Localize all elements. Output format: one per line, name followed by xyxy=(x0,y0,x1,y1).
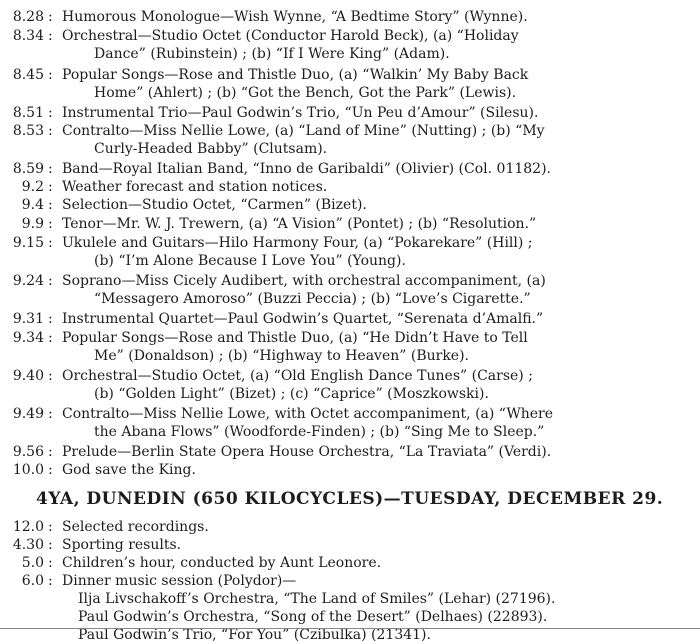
entry-separator: : xyxy=(48,216,53,232)
entry-time: 6.0 xyxy=(21,573,44,589)
entry-text: Popular Songs—Rose and Thistle Duo, (a) “Walkin’ My Baby Back xyxy=(62,67,529,83)
program-entry xyxy=(0,122,700,158)
entry-time: 9.31 xyxy=(12,311,44,327)
entry-time: 9.9 xyxy=(21,216,44,232)
entry-text-continued: (b) “I’m Alone Because I Love You” (Young). xyxy=(94,253,406,269)
program-entry xyxy=(0,104,700,122)
entry-text: Dinner music session (Polydor)— xyxy=(62,573,297,589)
entry-text: Children’s hour, conducted by Aunt Leonore. xyxy=(62,555,382,571)
entry-text-continued: Home” (Ahlert) ; (b) “Got the Bench, Got the Park” (Lewis). xyxy=(94,85,517,101)
program-entry xyxy=(0,234,700,270)
entry-text: Orchestral—Studio Octet (Conductor Harold Beck), (a) “Holiday xyxy=(62,28,519,44)
entry-time: 9.4 xyxy=(21,197,44,213)
entry-text-continued: Curly-Headed Babby” (Clutsam). xyxy=(94,141,328,157)
entry-separator: : xyxy=(48,123,53,139)
program-entry xyxy=(0,272,700,308)
entry-text: Instrumental Trio—Paul Godwin’s Trio, “Un Peu d’Amour” (Silesu). xyxy=(62,105,539,121)
entry-time: 9.2 xyxy=(21,179,44,195)
entry-separator: : xyxy=(48,555,53,571)
program-entry xyxy=(0,160,700,178)
entry-text-continued: the Abana Flows” (Woodforde-Finden) ; (b) “Sing Me to Sleep.” xyxy=(94,424,545,440)
entry-subline: Paul Godwin’s Trio, “For You” (Czibulka) (21341). xyxy=(78,627,431,643)
entry-separator: : xyxy=(48,105,53,121)
program-entry xyxy=(0,572,700,644)
entry-separator: : xyxy=(48,9,53,25)
entry-text: Weather forecast and station notices. xyxy=(62,179,328,195)
bottom-rule xyxy=(0,628,700,629)
entry-separator: : xyxy=(48,273,53,289)
entry-text-continued: Dance” (Rubinstein) ; (b) “If I Were King” (Adam). xyxy=(94,46,450,62)
entry-text: Orchestral—Studio Octet, (a) “Old English Dance Tunes” (Carse) ; xyxy=(62,368,533,384)
entry-time: 5.0 xyxy=(21,555,44,571)
entry-text: Instrumental Quartet—Paul Godwin’s Quartet, “Serenata d’Amalfi.” xyxy=(62,311,544,327)
entry-time: 8.45 xyxy=(12,67,44,83)
entry-separator: : xyxy=(48,368,53,384)
entry-separator: : xyxy=(48,537,53,553)
entry-time: 9.15 xyxy=(12,235,44,251)
entry-time: 12.0 xyxy=(12,519,44,535)
entry-text: Humorous Monologue—Wish Wynne, “A Bedtime Story” (Wynne). xyxy=(62,9,528,25)
entry-text: Selection—Studio Octet, “Carmen” (Bizet). xyxy=(62,197,367,213)
entry-subline: Ilja Livschakoff’s Orchestra, “The Land of Smiles” (Lehar) (27196). xyxy=(78,591,556,607)
program-entry xyxy=(0,536,700,554)
entry-separator: : xyxy=(48,179,53,195)
program-entry xyxy=(0,27,700,63)
entry-time: 9.56 xyxy=(12,444,44,460)
program-entry xyxy=(0,443,700,461)
entry-separator: : xyxy=(48,462,53,478)
entry-time: 4.30 xyxy=(12,537,44,553)
entry-separator: : xyxy=(48,235,53,251)
entry-time: 8.28 xyxy=(12,9,44,25)
program-entry xyxy=(0,329,700,365)
entry-text: Popular Songs—Rose and Thistle Duo, (a) “He Didn’t Have to Tell xyxy=(62,330,528,346)
entry-time: 8.51 xyxy=(12,105,44,121)
entry-text: Tenor—Mr. W. J. Trewern, (a) “A Vision” (Pontet) ; (b) “Resolution.” xyxy=(62,216,537,232)
entry-separator: : xyxy=(48,28,53,44)
entry-text: Soprano—Miss Cicely Audibert, with orchestral accompaniment, (a) xyxy=(62,273,546,289)
entry-separator: : xyxy=(48,311,53,327)
entry-time: 8.53 xyxy=(12,123,44,139)
entry-text: God save the King. xyxy=(62,462,196,478)
station-heading: 4YA, DUNEDIN (650 KILOCYCLES)—TUESDAY, DECEMBER 29. xyxy=(36,489,664,509)
program-entry xyxy=(0,8,700,26)
program-entry xyxy=(0,518,700,536)
entry-time: 10.0 xyxy=(12,462,44,478)
program-entry xyxy=(0,554,700,572)
entry-time: 9.49 xyxy=(12,406,44,422)
program-entry xyxy=(0,66,700,102)
entry-time: 9.34 xyxy=(12,330,44,346)
entry-time: 8.34 xyxy=(12,28,44,44)
entry-text-continued: “Messagero Amoroso” (Buzzi Peccia) ; (b) “Love’s Cigarette.” xyxy=(94,291,531,307)
entry-text: Ukulele and Guitars—Hilo Harmony Four, (a) “Pokarekare” (Hill) ; xyxy=(62,235,533,251)
program-entry xyxy=(0,196,700,214)
entry-separator: : xyxy=(48,161,53,177)
entry-time: 9.40 xyxy=(12,368,44,384)
entry-subline: Paul Godwin’s Orchestra, “Song of the Desert” (Delhaes) (22893). xyxy=(78,609,548,625)
program-entry xyxy=(0,405,700,441)
program-entry xyxy=(0,367,700,403)
entry-time: 9.24 xyxy=(12,273,44,289)
program-entry xyxy=(0,178,700,196)
entry-text: Contralto—Miss Nellie Lowe, (a) “Land of Mine” (Nutting) ; (b) “My xyxy=(62,123,545,139)
entry-time: 8.59 xyxy=(12,161,44,177)
entry-separator: : xyxy=(48,67,53,83)
entry-text: Contralto—Miss Nellie Lowe, with Octet accompaniment, (a) “Where xyxy=(62,406,554,422)
entry-separator: : xyxy=(48,330,53,346)
program-entry xyxy=(0,310,700,328)
entry-text: Prelude—Berlin State Opera House Orchestra, “La Traviata” (Verdi). xyxy=(62,444,552,460)
program-entry xyxy=(0,215,700,233)
entry-separator: : xyxy=(48,197,53,213)
entry-separator: : xyxy=(48,573,53,589)
entry-text-continued: (b) “Golden Light” (Bizet) ; (c) “Caprice” (Moszkowski). xyxy=(94,386,489,402)
entry-text: Sporting results. xyxy=(62,537,182,553)
entry-text-continued: Me” (Donaldson) ; (b) “Highway to Heaven” (Burke). xyxy=(94,348,470,364)
entry-text: Selected recordings. xyxy=(62,519,209,535)
entry-separator: : xyxy=(48,444,53,460)
entry-text: Band—Royal Italian Band, “Inno de Garibaldi” (Olivier) (Col. 01182). xyxy=(62,161,551,177)
entry-separator: : xyxy=(48,406,53,422)
program-entry xyxy=(0,461,700,479)
entry-separator: : xyxy=(48,519,53,535)
